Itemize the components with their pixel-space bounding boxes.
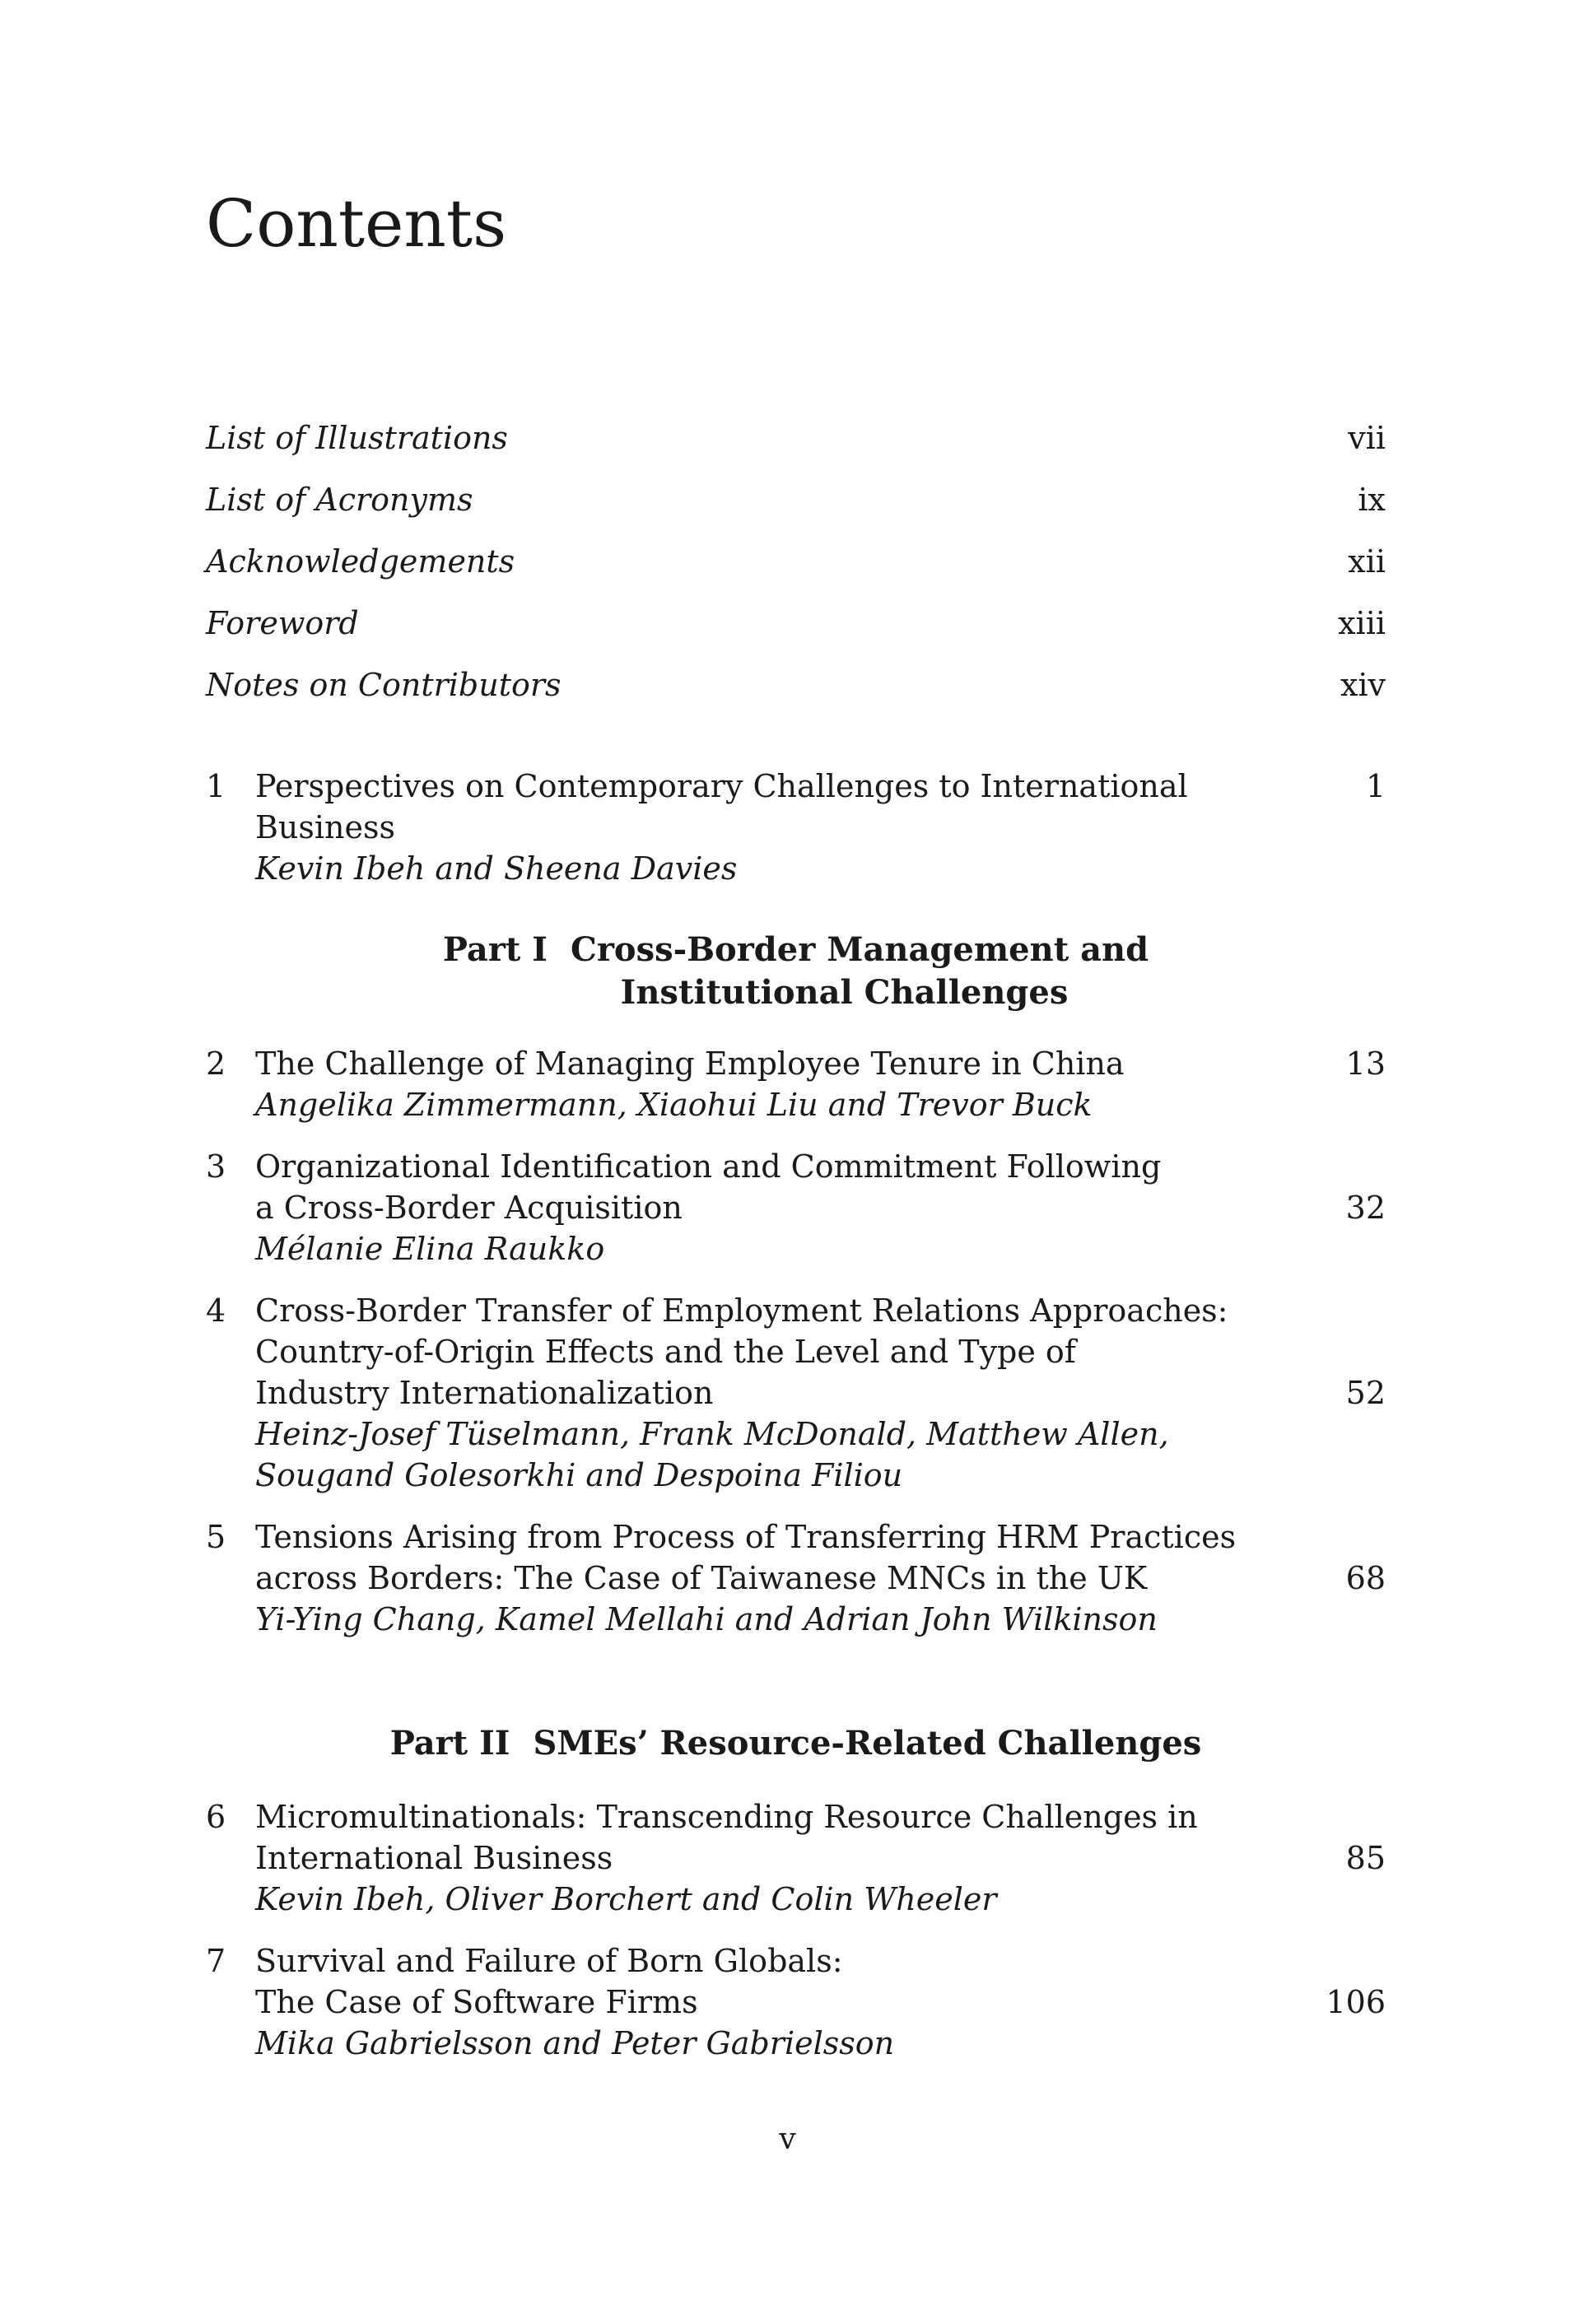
chapter-page: 1 (1365, 768, 1386, 804)
chapter-number: 7 (206, 1943, 226, 1979)
front-matter-label: List of Illustrations (206, 420, 508, 456)
chapter-authors: Yi-Ying Chang, Kamel Mellahi and Adrian John Wilkinson (255, 1601, 1158, 1637)
chapter-title: Perspectives on Contemporary Challenges to International Business (255, 768, 1188, 845)
chapter-page: 13 (1345, 1046, 1386, 1082)
chapter-authors: Mika Gabrielsson and Peter Gabrielsson (255, 2025, 895, 2061)
part-title-line: Cross-Border Management and (571, 930, 1149, 969)
chapter-number: 4 (206, 1292, 226, 1329)
chapter-authors: Kevin Ibeh and Sheena Davies (255, 850, 738, 887)
part-heading (206, 929, 1386, 1014)
part-label: Part I (442, 930, 548, 969)
chapter-authors: Kevin Ibeh, Oliver Borchert and Colin Wheeler (255, 1881, 997, 1917)
chapter-entry (206, 1940, 1386, 2064)
page-title: Contents (206, 185, 507, 262)
chapter-title: Cross-Border Transfer of Employment Relations Approaches: (255, 1292, 1228, 1329)
chapter-title: Survival and Failure of Born Globals: (255, 1943, 843, 1979)
chapter-title: a Cross-Border Acquisition (255, 1190, 683, 1226)
chapter-page: 52 (1345, 1375, 1386, 1411)
front-matter-item (206, 418, 1386, 480)
front-matter-item (206, 603, 1386, 665)
front-matter-label: Notes on Contributors (206, 667, 562, 703)
chapter-entry (206, 1516, 1386, 1640)
front-matter-label: List of Acronyms (206, 482, 473, 518)
chapter-authors: Heinz-Josef Tüselmann, Frank McDonald, Matthew Allen, (255, 1416, 1169, 1452)
chapter-entry (206, 1796, 1386, 1920)
chapter-title: Country-of-Origin Effects and the Level and Type of (255, 1334, 1076, 1370)
chapter-title: Organizational Identification and Commitment Following (255, 1148, 1162, 1185)
front-matter-item (206, 542, 1386, 603)
chapter-entry (206, 1290, 1386, 1496)
part-title-line: SMEs’ Resource-Related Challenges (533, 1724, 1202, 1763)
chapter-title: Micromultinationals: Transcending Resource Challenges in (255, 1799, 1198, 1835)
part-title-line: Institutional Challenges (620, 973, 1069, 1012)
front-matter-page: vii (1348, 420, 1386, 456)
front-matter-label: Foreword (206, 605, 359, 641)
chapter-page: 32 (1345, 1190, 1386, 1226)
chapter-number: 2 (206, 1046, 226, 1082)
chapter-title: across Borders: The Case of Taiwanese MNCs in the UK (255, 1560, 1148, 1596)
front-matter-page: xii (1348, 543, 1386, 580)
chapter-entry (206, 766, 1386, 889)
chapter-number: 6 (206, 1799, 226, 1835)
front-matter-page: xiii (1338, 605, 1386, 641)
chapter-authors: Angelika Zimmermann, Xiaohui Liu and Trevor Buck (255, 1087, 1093, 1123)
chapter-title: Tensions Arising from Process of Transferring HRM Practices (255, 1519, 1237, 1555)
chapter-page: 85 (1345, 1840, 1386, 1876)
chapter-authors: Mélanie Elina Raukko (255, 1231, 605, 1267)
front-matter-page: xiv (1340, 667, 1386, 703)
part-heading (206, 1722, 1386, 1765)
chapter-number: 5 (206, 1519, 226, 1555)
front-matter-page: ix (1358, 482, 1386, 518)
chapter-entry (206, 1146, 1386, 1269)
chapter-entry (206, 1043, 1386, 1125)
front-matter-list (206, 418, 1386, 727)
front-matter-item (206, 665, 1386, 727)
chapter-number: 3 (206, 1148, 226, 1185)
chapter-title: The Challenge of Managing Employee Tenure in China (255, 1046, 1125, 1082)
chapter-title: The Case of Software Firms (255, 1984, 698, 2020)
chapter-page: 106 (1326, 1984, 1386, 2020)
chapter-number: 1 (206, 768, 226, 804)
chapter-title: International Business (255, 1840, 613, 1876)
part-label: Part II (389, 1724, 510, 1763)
chapter-authors: Sougand Golesorkhi and Despoina Filiou (255, 1457, 903, 1493)
front-matter-item (206, 480, 1386, 542)
page-folio: v (779, 2122, 796, 2156)
front-matter-label: Acknowledgements (206, 543, 515, 580)
chapter-title: Industry Internationalization (255, 1375, 714, 1411)
chapter-page: 68 (1345, 1560, 1386, 1596)
